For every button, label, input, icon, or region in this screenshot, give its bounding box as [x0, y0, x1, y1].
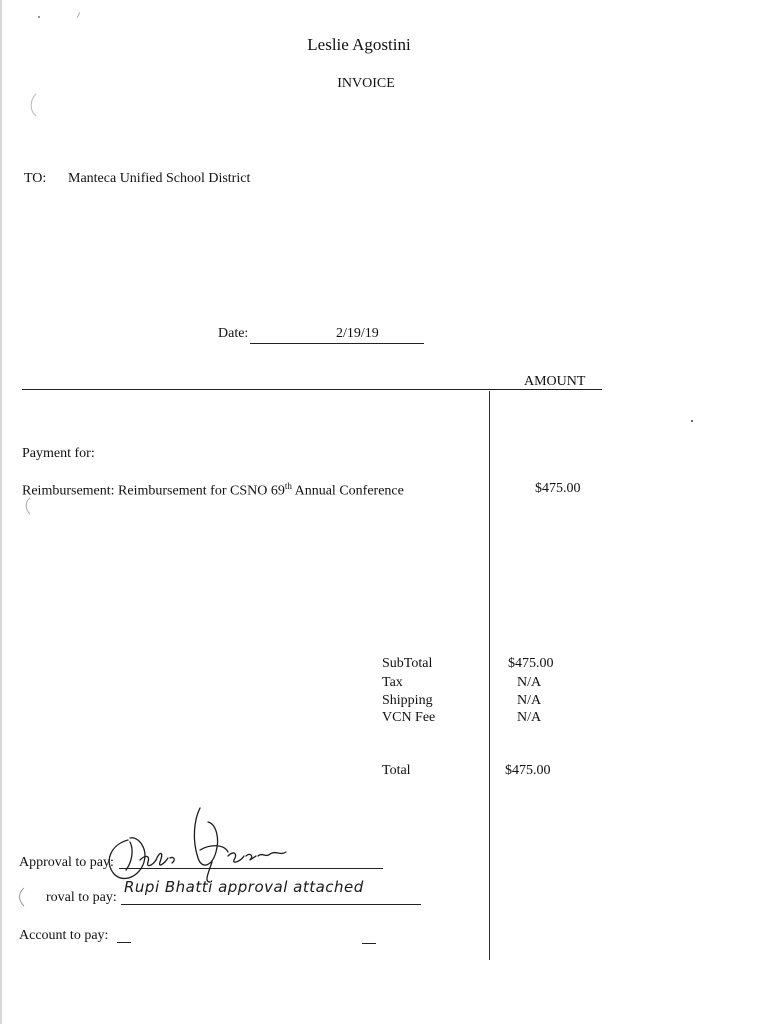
scan-page-edge — [0, 0, 2, 1024]
approval-to-pay-label: Approval to pay: — [19, 855, 114, 870]
scan-speck — [38, 16, 40, 18]
handwritten-approval-note: Rupi Bhatti approval attached — [124, 878, 364, 896]
table-header-rule — [22, 389, 602, 390]
date-label: Date: — [218, 326, 249, 341]
second-approval-line — [121, 904, 421, 905]
shipping-label: Shipping — [382, 693, 433, 708]
date-underline — [250, 343, 424, 344]
amount-column-divider — [489, 391, 490, 960]
scan-speck — [77, 12, 80, 18]
scan-mark-icon — [26, 92, 40, 118]
shipping-value: N/A — [517, 693, 542, 708]
invoice-author-name: Leslie Agostini — [307, 35, 411, 54]
total-value: $475.00 — [505, 763, 551, 778]
subtotal-label: SubTotal — [382, 656, 433, 671]
recipient-name: Manteca Unified School District — [68, 171, 251, 186]
account-line-end — [362, 943, 376, 944]
scan-speck — [691, 420, 693, 422]
line-item-amount: $475.00 — [535, 481, 581, 496]
scan-mark-icon — [16, 886, 26, 908]
line-item-description-end: Annual Conference — [291, 483, 404, 499]
amount-column-header: AMOUNT — [524, 374, 586, 389]
line-item-description — [22, 481, 404, 500]
vcn-fee-value: N/A — [517, 710, 542, 725]
tax-value: N/A — [517, 675, 542, 690]
account-to-pay-label: Account to pay: — [19, 928, 109, 943]
second-approval-label: roval to pay: — [46, 890, 117, 905]
tax-label: Tax — [382, 675, 403, 690]
date-value: 2/19/19 — [336, 326, 379, 341]
recipient-label: TO: — [24, 171, 47, 186]
payment-for-label: Payment for: — [22, 446, 95, 461]
signature-icon — [100, 800, 300, 885]
account-line-short — [117, 942, 131, 943]
invoice-title: INVOICE — [337, 76, 395, 91]
ordinal-suffix: th — [284, 481, 292, 491]
scan-mark-icon — [22, 496, 32, 516]
subtotal-value: $475.00 — [508, 656, 554, 671]
line-item-description-text: Reimbursement: Reimbursement for CSNO 69 — [22, 483, 285, 499]
vcn-fee-label: VCN Fee — [382, 710, 436, 725]
total-label: Total — [382, 763, 411, 778]
